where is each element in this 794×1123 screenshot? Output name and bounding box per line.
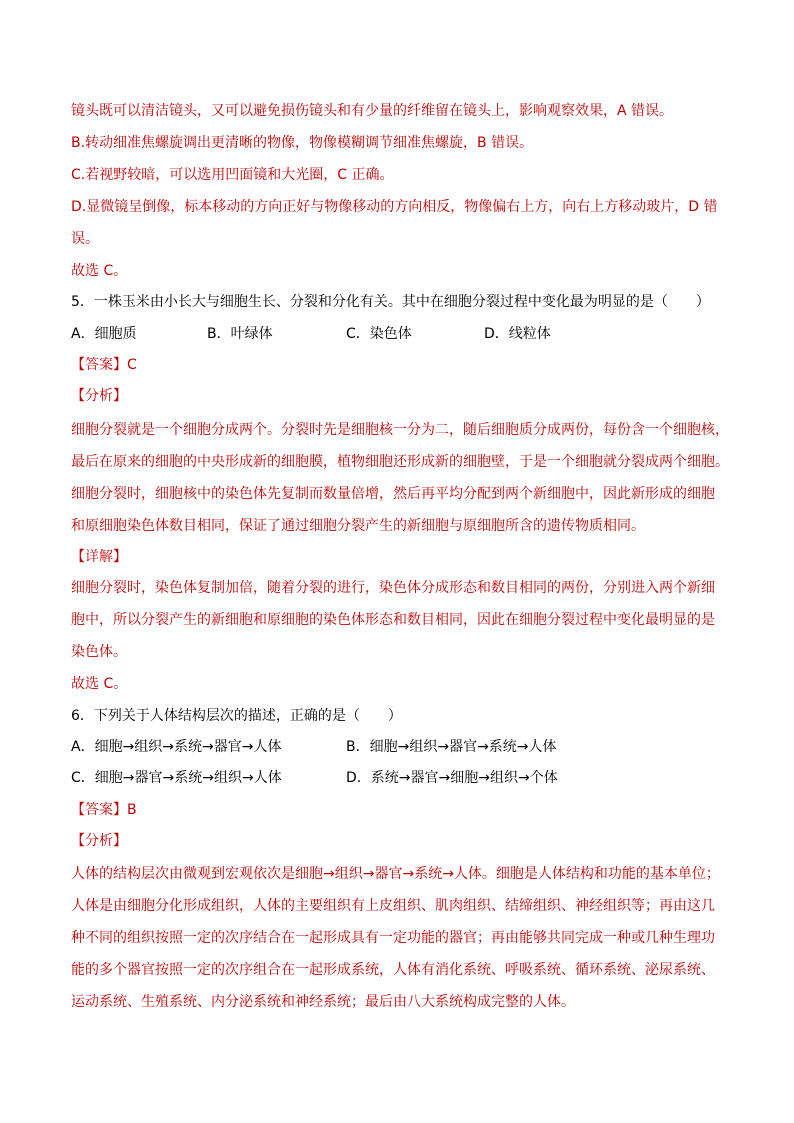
detail-text: 细胞分裂时，染色体复制加倍，随着分裂的进行，染色体分成形态和数目相同的两份，分别进入两个新细	[71, 580, 715, 596]
analysis-text: 运动系统、生殖系统、内分泌系统和神经系统；最后由八大系统构成完整的人体。	[71, 994, 575, 1010]
analysis-text: 人体的结构层次由微观到宏观依次是细胞→组织→器官→系统→人体。细胞是人体结构和功能的基本单位；	[71, 866, 720, 882]
question-6-stem: 6．下列关于人体结构层次的描述，正确的是（ ）	[71, 708, 402, 724]
option-a: A．细胞→组织→系统→器官→人体	[71, 739, 282, 755]
text-line: 镜头既可以清洁镜头，又可以避免损伤镜头和有少量的纤维留在镜头上，影响观察效果，A 错误。	[71, 103, 674, 119]
option-c: C．染色体	[346, 326, 412, 342]
option-c: C．细胞→器官→系统→组织→人体	[71, 770, 282, 786]
answer-label: 【答案】C	[71, 357, 137, 373]
text-line: D.显微镜呈倒像，标本移动的方向正好与物像移动的方向相反，物像偏右上方，向右上方移动玻片，D 错	[71, 199, 718, 215]
detail-text: 染色体。	[71, 644, 127, 660]
text-line: 误。	[71, 231, 99, 247]
question-6-options-row2	[0, 768, 794, 788]
option-d: D．线粒体	[484, 326, 551, 342]
analysis-text: 最后在原来的细胞的中央形成新的细胞膜，植物细胞还形成新的细胞壁，于是一个细胞就分裂成两个细胞。	[71, 454, 729, 470]
text-line: C.若视野较暗，可以选用凹面镜和大光圈，C 正确。	[71, 167, 394, 183]
analysis-text: 和原细胞染色体数目相同，保证了通过细胞分裂产生的新细胞与原细胞所含的遗传物质相同。	[71, 518, 645, 534]
analysis-text: 种不同的组织按照一定的次序结合在一起形成具有一定功能的器官；再由能够共同完成一种或几种生理功	[71, 930, 715, 946]
analysis-heading: 【分析】	[71, 388, 127, 404]
analysis-text: 人体是由细胞分化形成组织，人体的主要组织有上皮组织、肌肉组织、结缔组织、神经组织等；再由这几	[71, 898, 715, 914]
analysis-text: 细胞分裂时，细胞核中的染色体先复制而数量倍增，然后再平均分配到两个新细胞中，因此新形成的细胞	[71, 486, 715, 502]
question-5-stem: 5．一株玉米由小长大与细胞生长、分裂和分化有关。其中在细胞分裂过程中变化最为明显的是（ ）	[71, 294, 710, 310]
detail-text: 胞中，所以分裂产生的新细胞和原细胞的染色体形态和数目相同，因此在细胞分裂过程中变化最明显的是	[71, 612, 715, 628]
option-b: B．叶绿体	[207, 326, 273, 342]
analysis-text: 能的多个器官按照一定的次序组合在一起形成系统，人体有消化系统、呼吸系统、循环系统、泌尿系统、	[71, 962, 715, 978]
text-line: 故选 C。	[71, 263, 128, 279]
analysis-text: 细胞分裂就是一个细胞分成两个。分裂时先是细胞核一分为二，随后细胞质分成两份，每份含一个细胞核，	[71, 422, 729, 438]
text-line: B.转动细准焦螺旋调出更清晰的物像，物像模糊调节细准焦螺旋，B 错误。	[71, 135, 534, 151]
answer-label: 【答案】B	[71, 802, 137, 818]
analysis-heading: 【分析】	[71, 833, 127, 849]
option-a: A．细胞质	[71, 326, 137, 342]
question-6-options-row1	[0, 737, 794, 757]
option-d: D．系统→器官→细胞→组织→个体	[346, 770, 558, 786]
option-b: B．细胞→组织→器官→系统→人体	[346, 739, 557, 755]
question-5-options	[0, 324, 794, 344]
conclusion-text: 故选 C。	[71, 676, 128, 692]
detail-heading: 【详解】	[71, 549, 127, 565]
